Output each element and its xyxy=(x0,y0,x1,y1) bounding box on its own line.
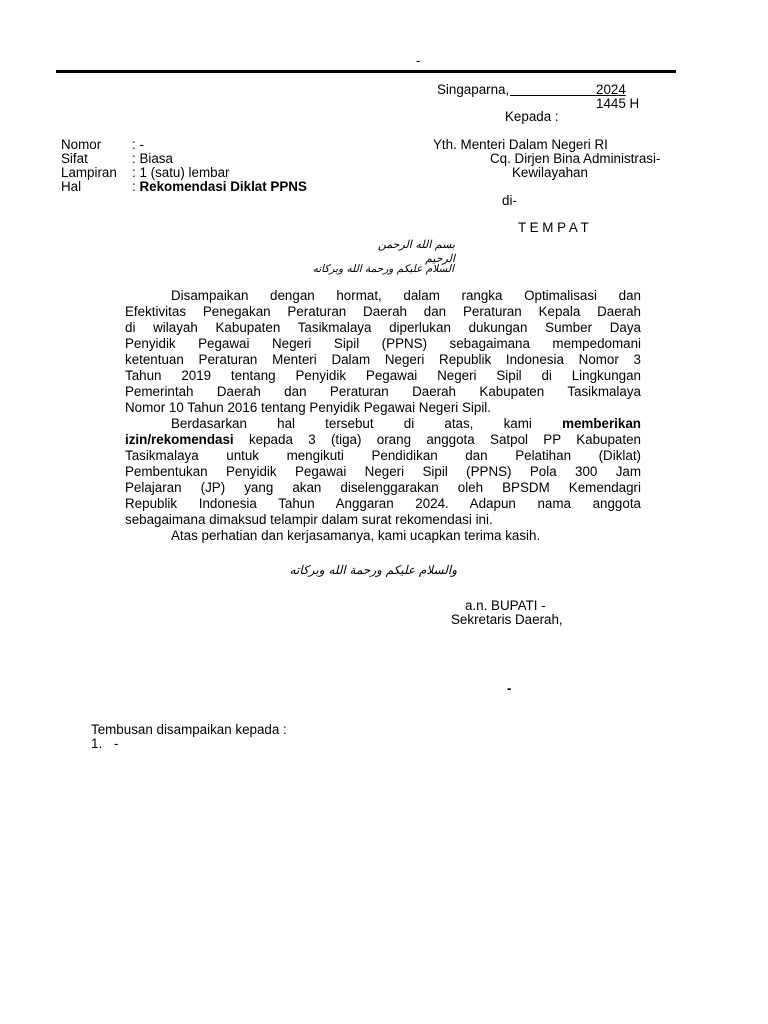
salam-opening-calligraphy: السلام عليكم ورحمة الله وبركاته xyxy=(312,263,454,275)
body-text: Berdasarkan hal tersebut di atas, kami xyxy=(171,416,532,431)
signature-name: - xyxy=(507,681,512,696)
meta-label-lampiran: Lampiran xyxy=(61,165,117,180)
body-line: ketentuan Peraturan Menteri Dalam Negeri Republik Indonesia Nomor 3 xyxy=(125,352,641,367)
meta-hal-prefix: : xyxy=(132,179,140,194)
body-text: kepada 3 (tiga) orang anggota Satpol PP Kabupaten xyxy=(248,432,641,447)
cc-item-text: - xyxy=(114,736,119,751)
bismillah-calligraphy: بسم الله الرحمن الرحيم xyxy=(377,238,455,265)
body-line xyxy=(171,416,641,432)
body-line: Penyidik Pegawai Negeri Sipil (PPNS) sebagaimana mempedomani xyxy=(125,336,641,351)
meta-value-lampiran: : 1 (satu) lembar xyxy=(132,165,230,180)
header-rule xyxy=(56,70,676,73)
signature-line1: a.n. BUPATI - xyxy=(465,598,546,613)
body-line: sebagaimana dimaksud telampir dalam surat rekomendasi ini. xyxy=(125,512,493,527)
date-blank-line xyxy=(510,95,598,96)
body-line: Nomor 10 Tahun 2016 tentang Penyidik Pegawai Negeri Sipil. xyxy=(125,400,491,415)
body-line: Tasikmalaya untuk mengikuti Pendidikan dan Pelatihan (Diklat) xyxy=(125,448,641,463)
body-emphasis: izin/rekomendasi xyxy=(125,432,234,447)
body-line: di wilayah Kabupaten Tasikmalaya diperlukan dukungan Sumber Daya xyxy=(125,320,641,335)
body-line: Pelajaran (JP) yang akan diselenggarakan oleh BPSDM Kemendagri xyxy=(125,480,641,495)
signature-line2: Sekretaris Daerah, xyxy=(451,612,563,627)
recipient-di: di- xyxy=(502,193,517,208)
date-place: Singaparna, xyxy=(437,82,510,97)
meta-value-nomor: : - xyxy=(132,137,144,152)
cc-item-number: 1. xyxy=(91,736,103,751)
meta-value-sifat: : Biasa xyxy=(132,151,173,166)
meta-label-sifat: Sifat xyxy=(61,151,88,166)
body-line: Efektivitas Penegakan Peraturan Daerah dan Peraturan Kepala Daerah xyxy=(125,304,641,319)
recipient-kepada: Kepada : xyxy=(505,109,559,124)
body-line: Disampaikan dengan hormat, dalam rangka Optimalisasi dan xyxy=(171,288,641,303)
recipient-line2: Cq. Dirjen Bina Administrasi- xyxy=(490,151,661,166)
body-line: Pemerintah Daerah dan Peraturan Daerah Kabupaten Tasikmalaya xyxy=(125,384,641,399)
body-emphasis: memberikan xyxy=(562,416,641,431)
body-line: Tahun 2019 tentang Penyidik Pegawai Negeri Sipil di Lingkungan xyxy=(125,368,641,383)
body-line: Republik Indonesia Tahun Anggaran 2024. Adapun nama anggota xyxy=(125,496,641,511)
recipient-line1: Yth. Menteri Dalam Negeri RI xyxy=(433,137,608,152)
meta-label-hal: Hal xyxy=(61,179,82,194)
meta-hal-subject: Rekomendasi Diklat PPNS xyxy=(139,179,307,194)
date-hijri: 1445 H xyxy=(596,96,640,111)
body-line xyxy=(125,432,641,448)
date-year: 2024 xyxy=(596,82,626,97)
header-mark: - xyxy=(416,53,421,68)
salam-closing-calligraphy: والسلام عليكم ورحمة الله وبركاته xyxy=(289,563,457,577)
body-line: Pembentukan Penyidik Pegawai Negeri Sipil (PPNS) Pola 300 Jam xyxy=(125,464,641,479)
recipient-line3: Kewilayahan xyxy=(512,165,588,180)
meta-value-hal xyxy=(132,179,307,195)
body-paragraph-3: Atas perhatian dan kerjasamanya, kami ucapkan terima kasih. xyxy=(171,528,541,543)
cc-title: Tembusan disampaikan kepada : xyxy=(91,722,287,737)
recipient-tempat: T E M P A T xyxy=(518,220,589,235)
meta-label-nomor: Nomor xyxy=(61,137,102,152)
